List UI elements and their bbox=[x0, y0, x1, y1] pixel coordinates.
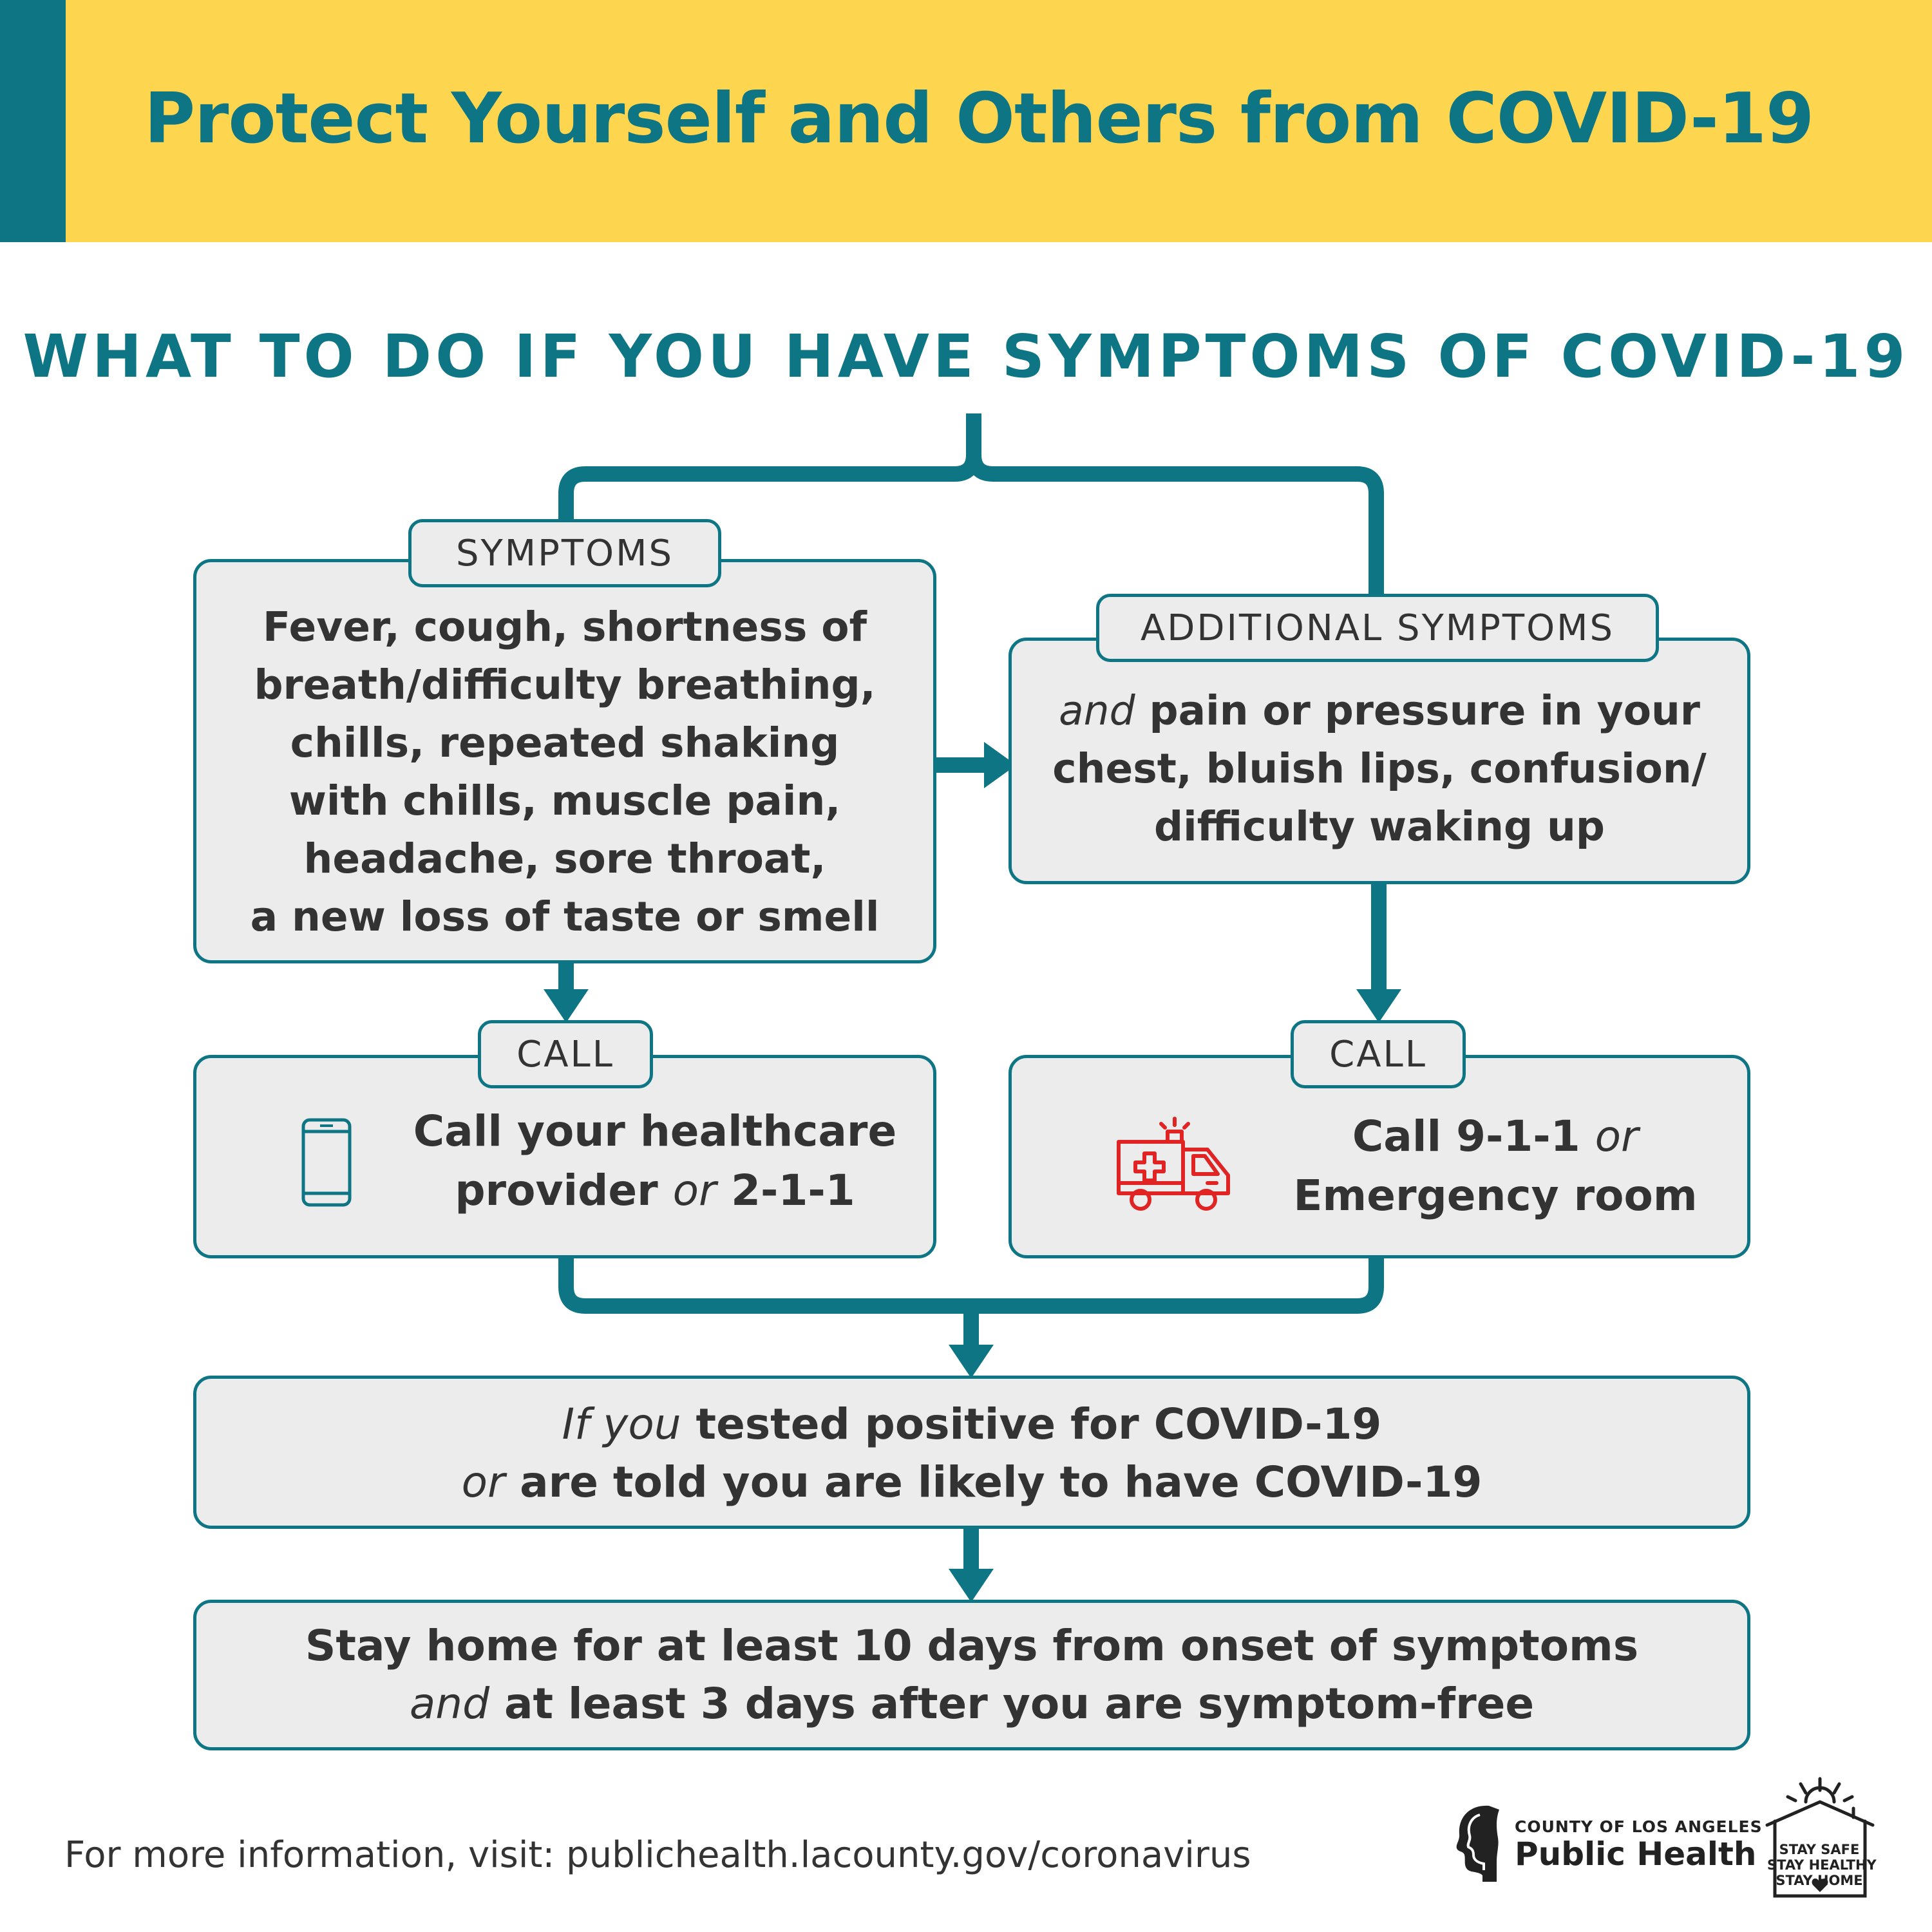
stay-home-logo-text: STAY HOME bbox=[1776, 1873, 1863, 1888]
symptoms-line: a new loss of taste or smell bbox=[250, 893, 880, 940]
call-provider-line-2 bbox=[377, 1161, 933, 1220]
stay-healthy-text: STAY HEALTHY bbox=[1767, 1857, 1877, 1873]
tested-positive-line-1 bbox=[196, 1396, 1747, 1454]
call-emergency-line-2: Emergency room bbox=[1293, 1171, 1698, 1220]
stay-home-text bbox=[196, 1617, 1747, 1733]
arrow-right-down-head bbox=[1356, 989, 1401, 1023]
call-provider-or: or bbox=[672, 1166, 717, 1215]
tested-positive-text bbox=[196, 1396, 1747, 1511]
call-provider-line-1: Call your healthcare bbox=[413, 1106, 897, 1156]
stay-home-line-2 bbox=[196, 1675, 1747, 1733]
symptoms-text bbox=[196, 598, 933, 946]
arrow-stay-head bbox=[949, 1569, 994, 1602]
additional-line-2: chest, bluish lips, confusion/ bbox=[1052, 745, 1707, 792]
ambulance-icon bbox=[1111, 1116, 1240, 1219]
call-emergency-or: or bbox=[1595, 1112, 1639, 1161]
stay-home-line-1: Stay home for at least 10 days from onset of symptoms bbox=[305, 1621, 1639, 1671]
logo-county-text: COUNTY OF LOS ANGELES bbox=[1515, 1817, 1763, 1836]
tested-positive-or: or bbox=[461, 1457, 506, 1507]
tested-positive-line-1-text: tested positive for COVID-19 bbox=[681, 1399, 1382, 1449]
arrow-left-down-head bbox=[544, 989, 589, 1023]
tested-positive-line-2-text: are told you are likely to have COVID-19 bbox=[505, 1457, 1482, 1507]
call-provider-line-2-a: provider bbox=[455, 1166, 673, 1215]
additional-line-3: difficulty waking up bbox=[1154, 803, 1605, 850]
symptoms-line: Fever, cough, shortness of bbox=[263, 603, 867, 650]
page-title: Protect Yourself and Others from COVID-19 bbox=[144, 79, 1814, 159]
call-right-tag: CALL bbox=[1291, 1020, 1466, 1088]
symptoms-line: with chills, muscle pain, bbox=[289, 777, 841, 824]
stay-home-line-2-text: at least 3 days after you are symptom-free bbox=[489, 1679, 1535, 1728]
symptoms-tag: SYMPTOMS bbox=[408, 519, 721, 587]
logo-public-health-text: Public Health bbox=[1515, 1835, 1757, 1873]
footer-info-link: For more information, visit: publichealth.lacounty.gov/coronavirus bbox=[64, 1834, 1251, 1876]
arrow-merge-head bbox=[949, 1345, 994, 1378]
additional-symptoms-box bbox=[1009, 638, 1750, 884]
symptoms-line: chills, repeated shaking bbox=[290, 719, 840, 766]
section-heading: WHAT TO DO IF YOU HAVE SYMPTOMS OF COVID-19 bbox=[23, 322, 1909, 391]
additional-symptoms-tag: ADDITIONAL SYMPTOMS bbox=[1096, 594, 1659, 662]
symptoms-line: breath/difficulty breathing, bbox=[254, 661, 876, 708]
symptoms-line: headache, sore throat, bbox=[303, 835, 826, 882]
stay-safe-text: STAY SAFE bbox=[1779, 1842, 1860, 1857]
top-split-right-connector bbox=[974, 455, 1376, 596]
additional-symptoms-text bbox=[1012, 682, 1747, 856]
top-split-connector bbox=[566, 413, 974, 522]
tested-positive-if-you: If you bbox=[562, 1399, 681, 1449]
tested-positive-line-2 bbox=[196, 1454, 1747, 1511]
call-left-tag: CALL bbox=[478, 1020, 653, 1088]
call-provider-text bbox=[377, 1102, 933, 1220]
symptoms-box bbox=[193, 559, 936, 963]
phone-icon bbox=[301, 1117, 352, 1208]
stay-home-box bbox=[193, 1600, 1750, 1750]
merge-connector bbox=[566, 1258, 1376, 1306]
tested-positive-box bbox=[193, 1376, 1750, 1529]
call-emergency-line-1 bbox=[1244, 1107, 1747, 1166]
additional-line-1-text: pain or pressure in your bbox=[1135, 687, 1700, 734]
additional-and: and bbox=[1059, 687, 1135, 734]
additional-line-1 bbox=[1012, 682, 1747, 740]
call-provider-number: 2-1-1 bbox=[716, 1166, 855, 1215]
call-911: Call 9-1-1 bbox=[1352, 1112, 1595, 1161]
call-emergency-text bbox=[1244, 1107, 1747, 1226]
public-health-profile-icon bbox=[1450, 1801, 1502, 1884]
stay-home-and: and bbox=[409, 1679, 490, 1728]
